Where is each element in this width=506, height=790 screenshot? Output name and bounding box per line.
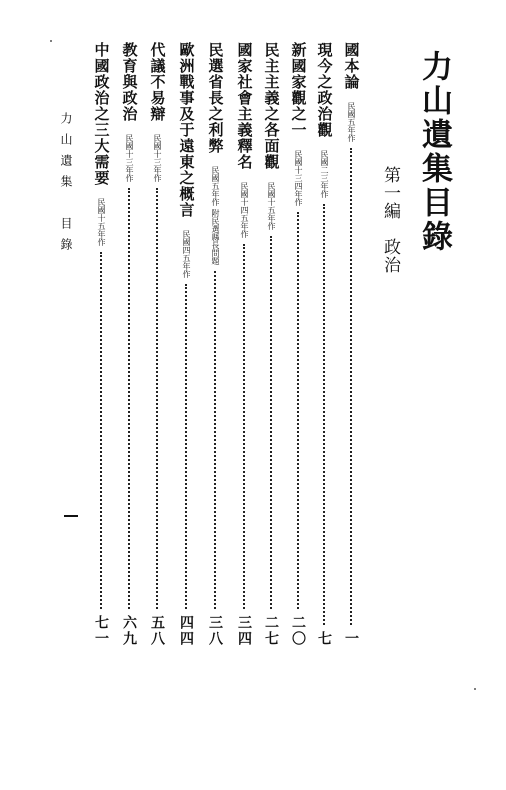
dot-leader	[297, 212, 299, 609]
toc-entry-title: 代議不易辯	[148, 42, 167, 122]
toc-entry-page: 七	[316, 631, 332, 647]
section-title: 第一編 政治	[380, 166, 400, 274]
toc-entry-title: 民選省長之利弊	[206, 42, 225, 154]
toc-entry	[234, 42, 254, 647]
toc-entry-note: 民國十三年作	[153, 134, 162, 182]
toc-entry	[176, 42, 196, 647]
toc-entry-page: 二七	[263, 615, 279, 647]
toc-entry-note: 民國五年作	[211, 166, 220, 206]
toc-entry-title: 新國家觀之一	[289, 42, 308, 138]
toc-entry-title: 中國政治之三大需要	[92, 42, 111, 186]
toc-entry-note: 民國十五年作	[97, 198, 106, 246]
toc-entry-page: 三四	[236, 615, 252, 647]
toc-entry	[288, 42, 308, 647]
dot-leader	[214, 271, 216, 609]
toc-entry-title: 教育與政治	[120, 42, 139, 122]
toc-entry-page: 四四	[178, 615, 194, 647]
toc-entry-title: 國本論	[342, 42, 361, 90]
toc-entry-page: 三八	[207, 615, 223, 647]
toc-entry-title: 民主主義之各面觀	[262, 42, 281, 170]
toc-entry-note: 民國二三年作	[320, 150, 329, 198]
toc-entry	[147, 42, 167, 647]
toc-entry	[261, 42, 281, 647]
dot-leader	[270, 236, 272, 609]
toc-entry	[119, 42, 139, 647]
toc-entry	[91, 42, 111, 647]
toc-entry-page: 六九	[121, 615, 137, 647]
toc-entry-title: 國家社會主義釋名	[235, 42, 254, 170]
folio-page-number	[64, 515, 78, 517]
scan-speck	[50, 40, 52, 42]
toc-entry-page: 一	[343, 631, 359, 647]
toc-entry-note: 民國十五年作	[267, 182, 276, 230]
toc-entry	[341, 42, 361, 647]
dot-leader	[243, 244, 245, 609]
dot-leader	[323, 204, 325, 625]
book-title: 力山遺集目錄	[416, 50, 452, 254]
toc-entry-page: 五八	[149, 615, 165, 647]
toc-entry-page: 七一	[93, 615, 109, 647]
scan-speck	[474, 688, 476, 690]
toc-entry-note: 民國十三年作	[125, 134, 134, 182]
dot-leader	[350, 148, 352, 625]
toc-entry-note-appendix: 附民選縣長問題	[211, 209, 220, 265]
dot-leader	[100, 252, 102, 609]
running-head: 力山遺集 目錄	[59, 112, 73, 259]
toc-entry	[205, 42, 225, 647]
toc-entry-note: 民國十三四年作	[294, 150, 303, 206]
toc-entry-note: 民國四五年作	[182, 230, 191, 278]
dot-leader	[128, 188, 130, 609]
toc-entry-title: 現今之政治觀	[315, 42, 334, 138]
toc-entry-page: 二〇	[290, 615, 306, 647]
toc-entry	[314, 42, 334, 647]
toc-entry-note: 民國五年作	[347, 102, 356, 142]
dot-leader	[156, 188, 158, 609]
toc-entry-title: 歐洲戰事及于遠東之概言	[177, 42, 196, 218]
dot-leader	[185, 284, 187, 609]
toc-entry-note: 民國十四五年作	[240, 182, 249, 238]
